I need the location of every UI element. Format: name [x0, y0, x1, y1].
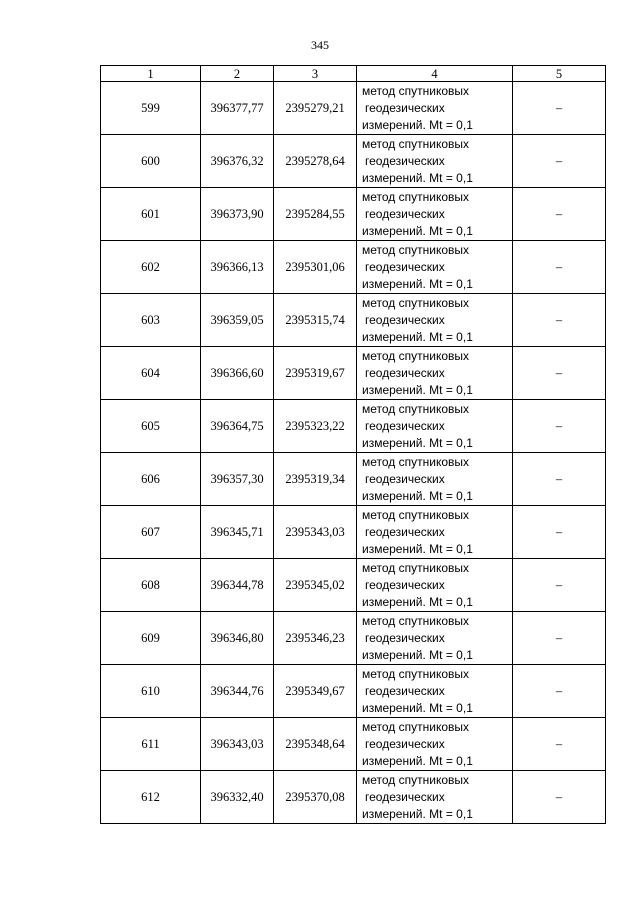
table-row [101, 400, 606, 453]
coordinate-y-cell: 2395278,64 [274, 135, 357, 188]
method-line: метод спутниковых [362, 401, 470, 416]
method-line: метод спутниковых [362, 666, 470, 681]
coordinate-x-cell: 396364,75 [201, 400, 274, 453]
coordinate-x-cell: 396344,76 [201, 665, 274, 718]
method-line: измерений. Mt = 0,1 [362, 435, 473, 450]
note-cell: – [513, 665, 606, 718]
coordinate-x-cell: 396346,80 [201, 612, 274, 665]
table-row [101, 294, 606, 347]
method-line: метод спутниковых [362, 507, 470, 522]
point-number-cell: 607 [101, 506, 201, 559]
coordinate-x-cell: 396377,77 [201, 82, 274, 135]
page-number: 345 [311, 38, 329, 52]
method-line: измерений. Mt = 0,1 [362, 594, 473, 609]
method-cell [357, 771, 513, 824]
coordinate-x-cell: 396376,32 [201, 135, 274, 188]
point-number-cell: 601 [101, 188, 201, 241]
method-line: метод спутниковых [362, 719, 470, 734]
method-line: измерений. Mt = 0,1 [362, 541, 473, 556]
method-line: измерений. Mt = 0,1 [362, 647, 473, 662]
method-cell [357, 453, 513, 506]
method-line: измерений. Mt = 0,1 [362, 382, 473, 397]
note-cell: – [513, 188, 606, 241]
column-header-4: 4 [357, 66, 513, 82]
note-cell: – [513, 347, 606, 400]
method-cell [357, 188, 513, 241]
method-line: метод спутниковых [362, 83, 470, 98]
method-cell [357, 506, 513, 559]
method-line: метод спутниковых [362, 242, 470, 257]
note-cell: – [513, 453, 606, 506]
table-row [101, 135, 606, 188]
point-number-cell: 600 [101, 135, 201, 188]
method-line: геодезических [365, 259, 445, 274]
point-number-cell: 605 [101, 400, 201, 453]
coordinate-y-cell: 2395349,67 [274, 665, 357, 718]
method-cell [357, 241, 513, 294]
method-cell [357, 612, 513, 665]
method-line: метод спутниковых [362, 189, 470, 204]
method-cell [357, 347, 513, 400]
note-cell: – [513, 771, 606, 824]
method-line: геодезических [365, 524, 445, 539]
point-number-cell: 611 [101, 718, 201, 771]
note-cell: – [513, 241, 606, 294]
method-line: геодезических [365, 577, 445, 592]
column-header-1: 1 [101, 66, 201, 82]
note-cell: – [513, 135, 606, 188]
method-line: измерений. Mt = 0,1 [362, 117, 473, 132]
table-row [101, 506, 606, 559]
point-number-cell: 609 [101, 612, 201, 665]
point-number-cell: 608 [101, 559, 201, 612]
method-line: измерений. Mt = 0,1 [362, 488, 473, 503]
coordinate-y-cell: 2395279,21 [274, 82, 357, 135]
method-line: измерений. Mt = 0,1 [362, 700, 473, 715]
coordinate-y-cell: 2395284,55 [274, 188, 357, 241]
coordinate-y-cell: 2395348,64 [274, 718, 357, 771]
coordinate-y-cell: 2395315,74 [274, 294, 357, 347]
method-line: метод спутниковых [362, 295, 470, 310]
note-cell: – [513, 294, 606, 347]
method-line: метод спутниковых [362, 454, 470, 469]
method-line: геодезических [365, 736, 445, 751]
point-number-cell: 612 [101, 771, 201, 824]
method-line: геодезических [365, 312, 445, 327]
method-cell [357, 718, 513, 771]
coordinate-x-cell: 396345,71 [201, 506, 274, 559]
method-line: измерений. Mt = 0,1 [362, 329, 473, 344]
column-header-2: 2 [201, 66, 274, 82]
coordinate-y-cell: 2395301,06 [274, 241, 357, 294]
table-header-row [101, 66, 606, 82]
method-line: метод спутниковых [362, 560, 470, 575]
method-line: измерений. Mt = 0,1 [362, 276, 473, 291]
table-row [101, 771, 606, 824]
method-line: геодезических [365, 365, 445, 380]
coordinates-table-body [101, 66, 606, 824]
coordinate-x-cell: 396359,05 [201, 294, 274, 347]
method-cell [357, 82, 513, 135]
coordinate-y-cell: 2395346,23 [274, 612, 357, 665]
method-line: геодезических [365, 418, 445, 433]
column-header-3: 3 [274, 66, 357, 82]
note-cell: – [513, 82, 606, 135]
coordinate-y-cell: 2395319,34 [274, 453, 357, 506]
method-line: геодезических [365, 206, 445, 221]
method-line: геодезических [365, 153, 445, 168]
method-line: геодезических [365, 100, 445, 115]
point-number-cell: 602 [101, 241, 201, 294]
method-line: измерений. Mt = 0,1 [362, 223, 473, 238]
method-line: измерений. Mt = 0,1 [362, 753, 473, 768]
method-line: метод спутниковых [362, 613, 470, 628]
point-number-cell: 604 [101, 347, 201, 400]
coordinate-x-cell: 396344,78 [201, 559, 274, 612]
coordinate-y-cell: 2395343,03 [274, 506, 357, 559]
method-line: геодезических [365, 789, 445, 804]
table-row [101, 241, 606, 294]
method-cell [357, 559, 513, 612]
note-cell: – [513, 400, 606, 453]
table-row [101, 612, 606, 665]
table-row [101, 453, 606, 506]
coordinate-x-cell: 396343,03 [201, 718, 274, 771]
method-cell [357, 294, 513, 347]
coordinate-x-cell: 396373,90 [201, 188, 274, 241]
coordinates-table [100, 65, 606, 824]
point-number-cell: 610 [101, 665, 201, 718]
method-line: измерений. Mt = 0,1 [362, 170, 473, 185]
method-line: метод спутниковых [362, 136, 470, 151]
table-row [101, 188, 606, 241]
method-line: геодезических [365, 471, 445, 486]
coordinate-y-cell: 2395319,67 [274, 347, 357, 400]
coordinate-x-cell: 396366,13 [201, 241, 274, 294]
coordinate-x-cell: 396366,60 [201, 347, 274, 400]
method-line: геодезических [365, 683, 445, 698]
point-number-cell: 603 [101, 294, 201, 347]
table-row [101, 718, 606, 771]
point-number-cell: 599 [101, 82, 201, 135]
point-number-cell: 606 [101, 453, 201, 506]
method-line: измерений. Mt = 0,1 [362, 806, 473, 821]
method-cell [357, 135, 513, 188]
table-row [101, 665, 606, 718]
method-cell [357, 400, 513, 453]
coordinate-y-cell: 2395370,08 [274, 771, 357, 824]
table-row [101, 347, 606, 400]
method-cell [357, 665, 513, 718]
table-row [101, 559, 606, 612]
method-line: геодезических [365, 630, 445, 645]
method-line: метод спутниковых [362, 772, 470, 787]
note-cell: – [513, 559, 606, 612]
coordinate-x-cell: 396357,30 [201, 453, 274, 506]
column-header-5: 5 [513, 66, 606, 82]
coordinate-x-cell: 396332,40 [201, 771, 274, 824]
note-cell: – [513, 718, 606, 771]
table-row [101, 82, 606, 135]
method-line: метод спутниковых [362, 348, 470, 363]
coordinate-y-cell: 2395345,02 [274, 559, 357, 612]
note-cell: – [513, 506, 606, 559]
coordinate-y-cell: 2395323,22 [274, 400, 357, 453]
note-cell: – [513, 612, 606, 665]
